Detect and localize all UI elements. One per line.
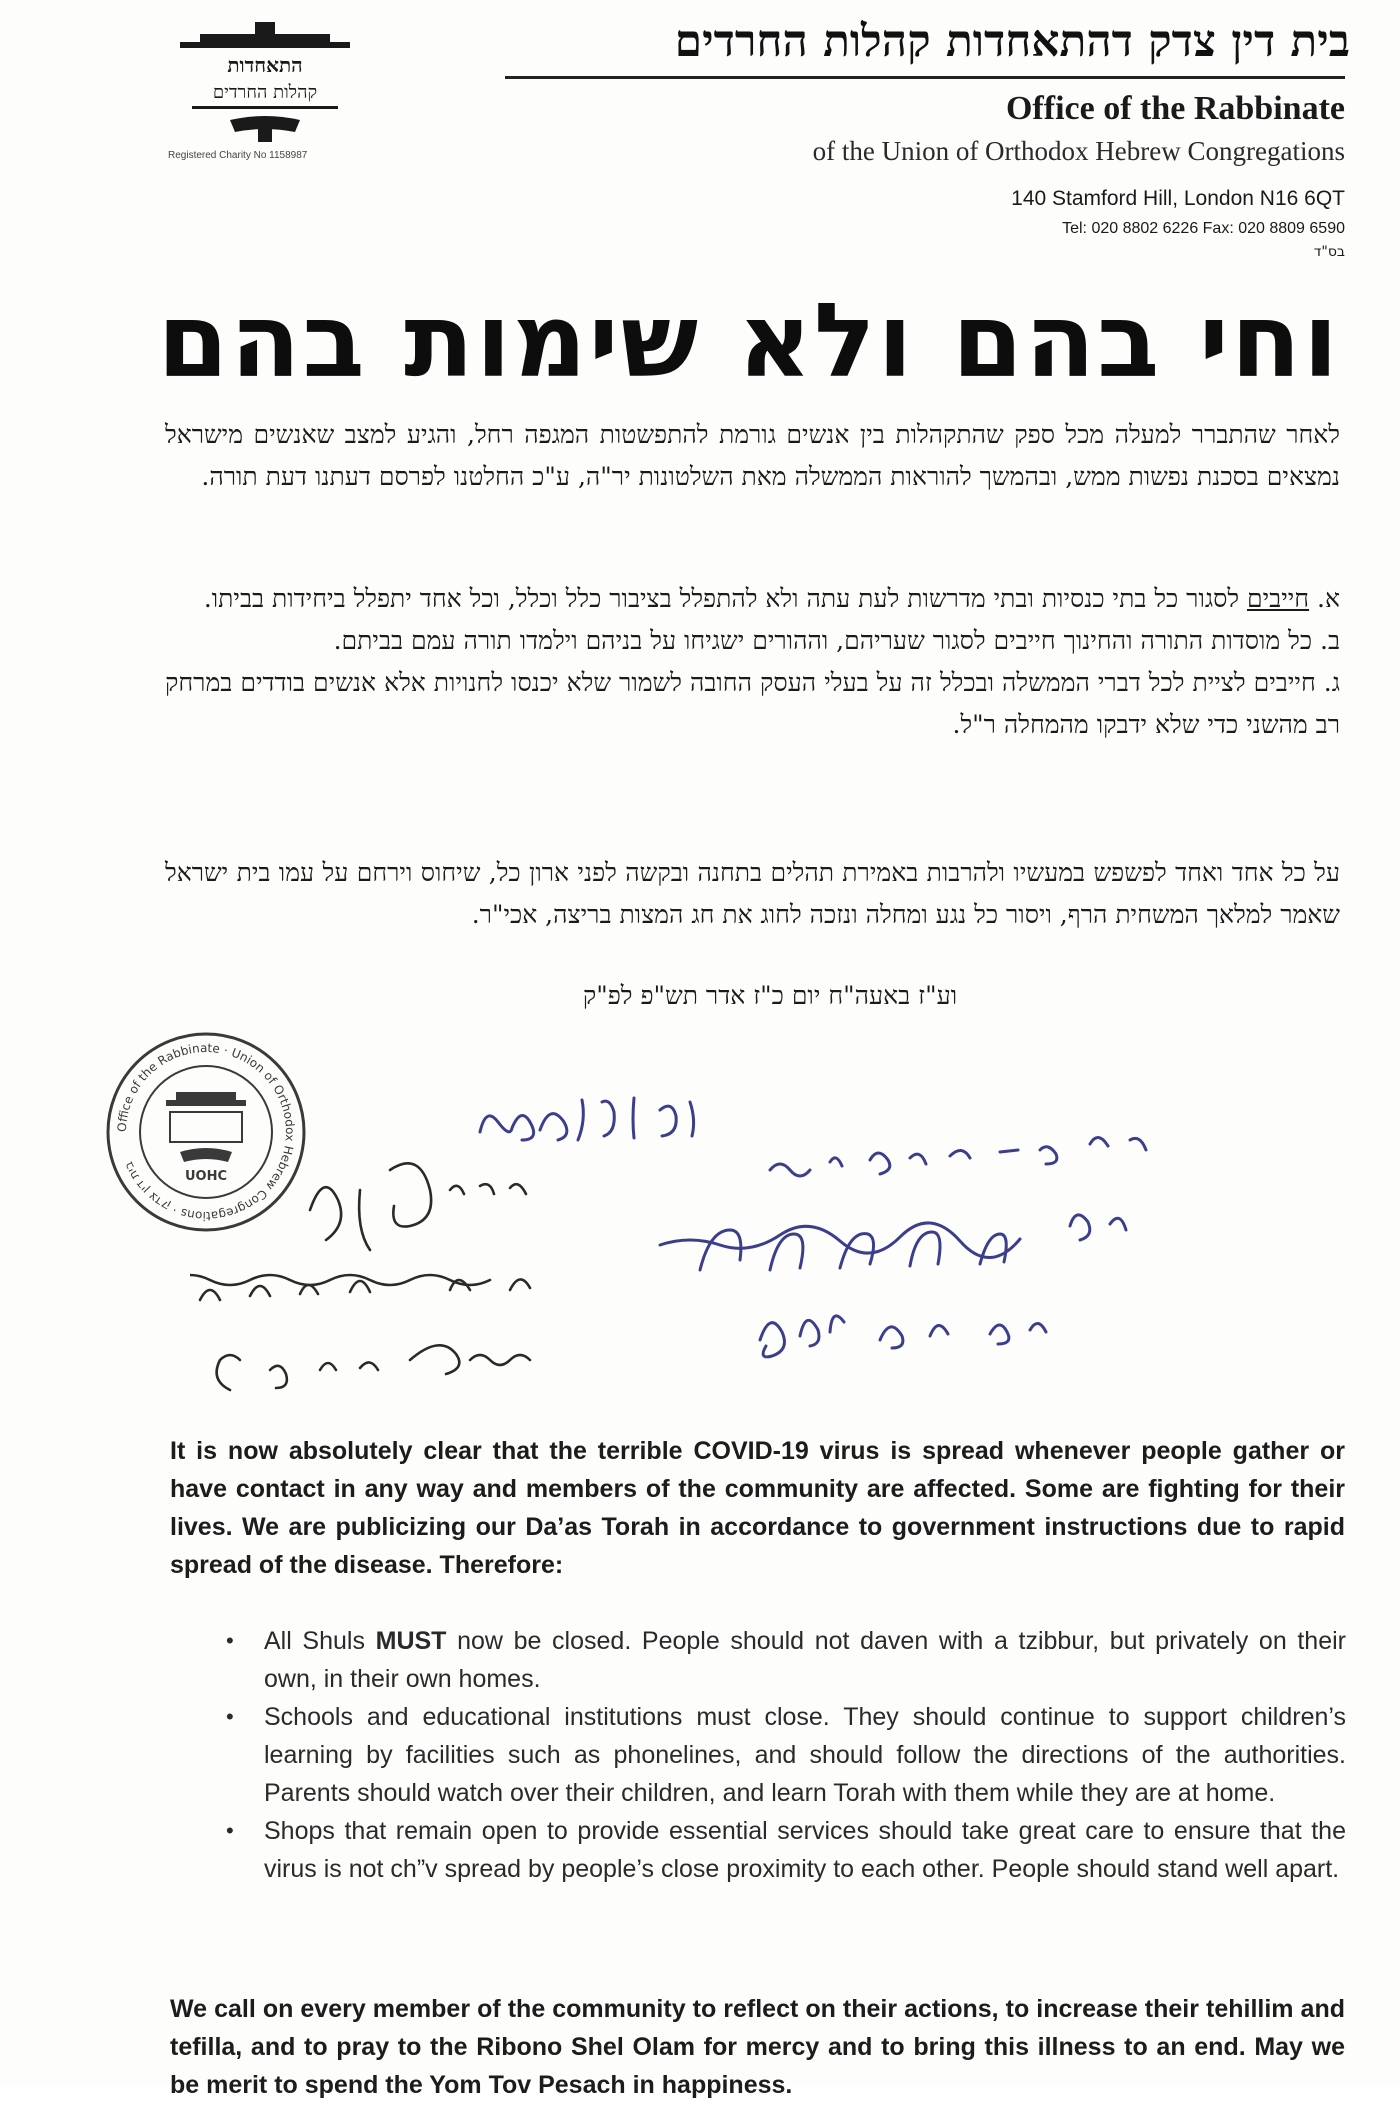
hebrew-organization-name: בית דין צדק דהתאחדות קהלות החרדים — [674, 16, 1350, 67]
hebrew-item-c: ג. חייבים לציית לכל דברי הממשלה ובכלל זה על בעלי העסק החובה לשמור שלא יכנסו לחנויות אלא אנשים בודדים במרחק רב מהשני כדי שלא ידבקו מהמחלה ר"ל. — [165, 668, 1340, 739]
english-call: We call on every member of the community to reflect on their actions, to increase their tehillim and tefilla, and to pray to the Ribono Shel Olam for mercy and to bring this illness to an end. May we be merit to spend the Yom Tov Pesach in happiness. — [170, 1995, 1345, 2099]
office-title: Office of the Rabbinate — [1005, 90, 1345, 127]
hebrew-date: וע"ז באעה"ח יום כ"ז אדר תש"פ לפ"ק — [582, 981, 958, 1010]
hebrew-item-b: ב. כל מוסדות התורה והחינוך חייבים לסגור שעריהם, וההורים ישגיחו על בניהם וילמדו תורה עמם בביתם. — [333, 626, 1340, 655]
header-rule — [505, 76, 1345, 79]
signature-7 — [217, 1345, 530, 1390]
signature-4 — [760, 1316, 1046, 1357]
list-item-shops — [218, 1812, 1346, 1888]
uohc-logo — [170, 20, 360, 145]
signature-1 — [480, 1098, 694, 1140]
bullet-1-emphasis: MUST — [375, 1627, 447, 1655]
signature-5 — [310, 1163, 526, 1250]
bullet-icon: • — [226, 1704, 234, 1729]
logo-text-line1: התאחדות — [227, 53, 303, 77]
rabbis-signatures — [190, 1040, 1350, 1440]
address: 140 Stamford Hill, London N16 6QT — [1011, 187, 1345, 210]
charity-number: Registered Charity No 1158987 — [168, 150, 308, 161]
signature-6 — [190, 1275, 530, 1300]
bsd-mark: בס"ד — [1313, 244, 1345, 260]
bullet-icon: • — [226, 1628, 234, 1653]
signature-3 — [660, 1215, 1126, 1270]
list-item-schools — [218, 1698, 1346, 1812]
hebrew-item-a-emphasis: חייבים — [1246, 584, 1310, 613]
bullet-1-prefix: All Shuls — [264, 1627, 376, 1655]
hebrew-item-a — [165, 578, 1340, 620]
stamp-ring-text: Office of the Rabbinate · Union of Orthodox Hebrew Congregations · בית דין צדק — [114, 1040, 298, 1224]
hebrew-item-a-prefix: א. — [1309, 584, 1340, 613]
hebrew-items — [165, 578, 1340, 746]
bullet-1-text: now be closed. People should not daven with a tzibbur, but privately on their own, in their own homes. — [264, 1627, 1346, 1693]
stamp-inner-text: UOHC — [184, 1169, 228, 1184]
hebrew-call: על כל אחד ואחד לפשפש במעשיו ולהרבות באמירת תהלים בתחנה ובקשה לפני ארון כל, שיחוס וירחם על עמו בית ישראל שאמר למלאך המשחית הרף, ויסור כל נגע ומחלה ונזכה לחוג את חג המצות בריצה, אכי"ר. — [165, 858, 1340, 929]
signature-2 — [770, 1137, 1146, 1176]
english-instructions-list — [218, 1622, 1346, 1888]
logo-text-line2: קהלות החרדים — [212, 82, 318, 103]
bullet-3-text: Shops that remain open to provide essential services should take great care to ensure that the virus is not ch”v spread by people’s close proximity to each other. People should stand well apart. — [264, 1817, 1346, 1883]
hebrew-item-a-text: לסגור כל בתי כנסיות ובתי מדרשות לעת עתה ולא להתפלל בציבור כלל וכלל, וכל אחד יתפלל ביחידות בביתו. — [203, 584, 1247, 613]
bullet-2-text: Schools and educational institutions must close. They should continue to support children’s learning by facilities such as phonelines, and should follow the directions of the authorities. Parents should watch over their children, and learn Torah with them while they are at home. — [264, 1703, 1346, 1807]
list-item-shuls — [218, 1622, 1346, 1698]
bullet-icon: • — [226, 1818, 234, 1843]
headline: וחי בהם ולא שימות בהם — [157, 282, 1340, 401]
phone-fax: Tel: 020 8802 6226 Fax: 020 8809 6590 — [1062, 220, 1345, 237]
hebrew-intro: לאחר שהתברר למעלה מכל ספק שהתקהלות בין אנשים גורמת להתפשטות המגפה רחל, והגיע למצב שאנשים מישראל נמצאים בסכנת נפשות ממש, ובהמשך להוראות הממשלה מאת השלטונות יר"ה, ע"כ החלטנו לפרסם דעתנו דעת תורה. — [165, 420, 1340, 491]
english-intro: It is now absolutely clear that the terrible COVID-19 virus is spread whenever people gather or have contact in any way and members of the community are affected. Some are fighting for their lives. We are publicizing our Da’as Torah in accordance to government instructions due to rapid spread of the disease. Therefore: — [170, 1437, 1345, 1579]
office-subtitle: of the Union of Orthodox Hebrew Congregations — [812, 136, 1345, 166]
